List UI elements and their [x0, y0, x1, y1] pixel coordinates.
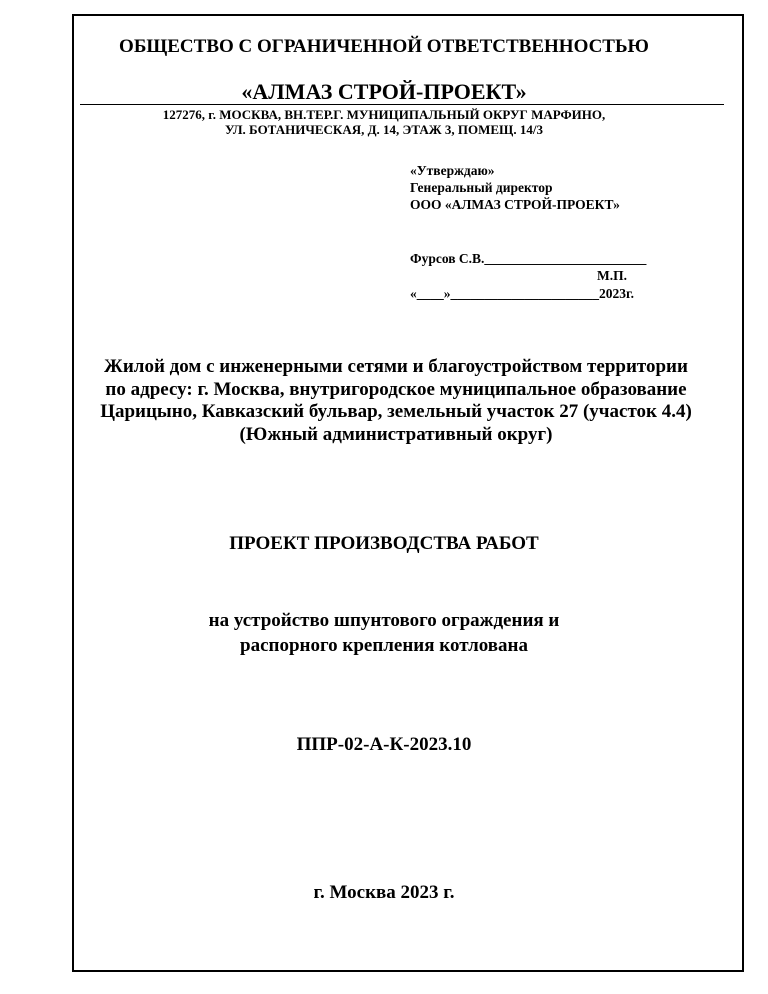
document-subject-line1: на устройство шпунтового ограждения и [208, 610, 560, 631]
document-type: ПРОЕКТ ПРОИЗВОДСТВА РАБОТ [229, 533, 539, 554]
organization-name: «АЛМАЗ СТРОЙ-ПРОЕКТ» [241, 79, 527, 104]
organization-address-line1: 127276, г. МОСКВА, ВН.ТЕР.Г. МУНИЦИПАЛЬНЫЙ ОКРУГ МАРФИНО, [162, 107, 606, 122]
approval-position: Генеральный директор [410, 180, 553, 195]
organization-address-line2: УЛ. БОТАНИЧЕСКАЯ, Д. 14, ЭТАЖ 3, ПОМЕЩ. 14/3 [225, 122, 543, 137]
page-border [72, 14, 744, 972]
approval-label: «Утверждаю» [410, 163, 495, 178]
city-year: г. Москва 2023 г. [313, 882, 455, 903]
document-code: ППР-02-А-К-2023.10 [296, 734, 472, 755]
seal-label: М.П. [597, 268, 627, 283]
object-description-line: Жилой дом с инженерными сетями и благоустройством территории [104, 356, 688, 377]
approval-date-line: «____»______________________2023г. [410, 286, 634, 301]
organization-form: ОБЩЕСТВО С ОГРАНИЧЕННОЙ ОТВЕТСТВЕННОСТЬЮ [119, 36, 649, 57]
object-description-line: Царицыно, Кавказский бульвар, земельный участок 27 (участок 4.4) [100, 401, 692, 422]
object-description-line: по адресу: г. Москва, внутригородское муниципальное образование [105, 378, 687, 400]
header-divider [80, 104, 724, 105]
signature-line: Фурсов С.В.________________________ [410, 251, 647, 266]
document-subject-line2: распорного крепления котлована [240, 635, 528, 656]
object-description [60, 356, 732, 446]
document-subject [0, 608, 768, 658]
approval-company: ООО «АЛМАЗ СТРОЙ-ПРОЕКТ» [410, 197, 620, 212]
object-description-line: (Южный административный округ) [239, 423, 553, 445]
